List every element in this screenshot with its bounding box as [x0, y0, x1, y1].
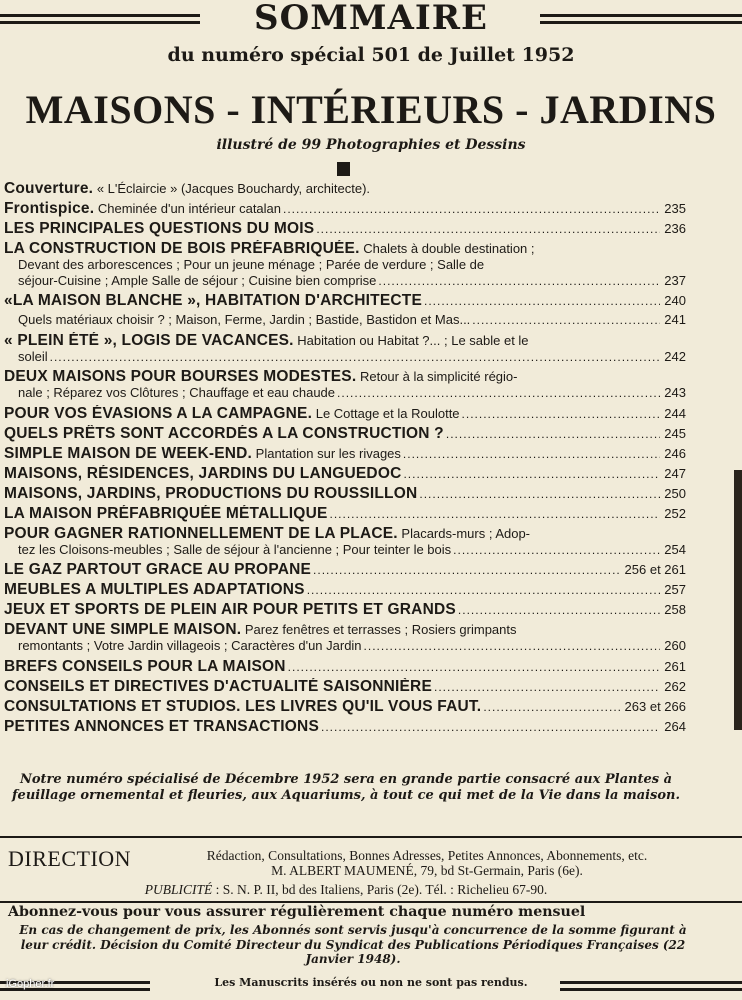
leader-dots [321, 718, 660, 735]
toc-entry [4, 200, 686, 217]
toc-page-number: 235 [664, 201, 686, 216]
toc-entry [4, 561, 686, 578]
toc-page-number: 246 [664, 445, 686, 461]
toc-page-number: 236 [664, 221, 686, 236]
toc-entry [4, 445, 686, 462]
toc-page-number: 257 [664, 582, 686, 597]
toc-page-number: 244 [664, 405, 686, 421]
leader-dots [483, 698, 620, 715]
toc-entry-description: Retour à la simplicité régio- [356, 369, 518, 384]
toc-page-number: 243 [664, 385, 686, 400]
toc-page-number: 258 [664, 602, 686, 617]
leader-dots [316, 220, 660, 237]
leader-dots [313, 561, 621, 578]
tagline: illustré de 99 Photographies et Dessins [216, 137, 526, 153]
toc-page-number: 250 [664, 485, 686, 501]
toc-entry-title: QUELS PRÊTS SONT ACCORDÉS A LA CONSTRUCTION ? [4, 424, 444, 442]
toc-entry-description: Le Cottage et la Roulotte [312, 405, 460, 421]
toc-entry-title: LA MAISON PRÉFABRIQUÉE MÉTALLIQUE [4, 504, 328, 522]
toc-entry [4, 240, 686, 289]
toc-entry [4, 425, 686, 442]
publicite-label: PUBLICITÉ [144, 882, 213, 897]
subscribe-headline: Abonnez-vous pour vous assurer régulièrement chaque numéro mensuel [8, 904, 586, 920]
page-edge-shadow [734, 470, 742, 730]
toc-entry-title: CONSEILS ET DIRECTIVES D'ACTUALITÉ SAISONNIÈRE [4, 677, 432, 695]
direction-line-2: M. ALBERT MAUMENÉ, 79, bd St-Germain, Paris (6e). [271, 863, 583, 878]
toc-page-number: 260 [664, 638, 686, 653]
toc-entry [4, 312, 686, 329]
toc-page-number: 263 et 266 [624, 698, 686, 714]
toc-page-number: 237 [664, 272, 686, 288]
toc-page-number: 242 [664, 348, 686, 364]
toc-entry-description: Parez fenêtres et terrasses ; Rosiers grimpants [241, 622, 517, 637]
divider-middle [0, 901, 742, 903]
toc-entry-description: Chalets à double destination ; [359, 241, 535, 256]
leader-dots [403, 465, 660, 482]
toc-entry-title: Frontispice. [4, 200, 95, 217]
toc-entry-title: Couverture. [4, 180, 94, 197]
toc-entry [4, 332, 686, 366]
toc-page-number: 241 [664, 312, 686, 327]
toc-entry [4, 525, 686, 559]
table-of-contents [4, 180, 686, 735]
publicite-line [4, 882, 688, 898]
toc-entry-title: SIMPLE MAISON DE WEEK-END. [4, 444, 253, 462]
watermark: iGopher.fr [6, 978, 55, 990]
leader-dots [50, 349, 661, 366]
toc-entry [4, 678, 686, 695]
toc-page-number: 261 [664, 658, 686, 674]
publicite-text: : S. N. P. II, bd des Italiens, Paris (2e). Tél. : Richelieu 67-90. [212, 882, 548, 897]
leader-dots [434, 678, 660, 695]
leader-dots [419, 485, 660, 502]
leader-dots [403, 445, 660, 462]
toc-entry-continuation: nale ; Réparez vos Clôtures ; Chauffage et eau chaude [18, 385, 336, 400]
toc-entry-description: « L'Éclaircie » (Jacques Bouchardy, architecte). [93, 181, 371, 196]
leader-dots [337, 385, 660, 402]
page-title: SOMMAIRE [254, 0, 488, 38]
toc-entry-title: MEUBLES A MULTIPLES ADAPTATIONS [4, 581, 305, 598]
issue-subtitle: du numéro spécial 501 de Juillet 1952 [167, 44, 575, 66]
main-title: MAISONS - INTÉRIEURS - JARDINS [25, 87, 717, 132]
toc-entry-continuation: soleil [18, 348, 48, 364]
leader-dots [330, 505, 661, 522]
toc-entry [4, 405, 686, 422]
toc-entry-title: MAISONS, JARDINS, PRODUCTIONS DU ROUSSILLON [4, 484, 418, 502]
toc-page-number: 252 [664, 505, 686, 521]
leader-dots [364, 638, 661, 655]
footer-row [0, 973, 742, 1000]
toc-entry-continuation: séjour-Cuisine ; Ample Salle de séjour ; Cuisine bien comprise [18, 272, 377, 288]
toc-entry [4, 601, 686, 618]
leader-dots [288, 658, 661, 675]
toc-entry [4, 698, 686, 715]
toc-entry-description: Placards-murs ; Adop- [397, 525, 531, 541]
toc-entry [4, 368, 686, 402]
toc-page-number: 256 et 261 [624, 562, 686, 577]
direction-label: DIRECTION [8, 846, 132, 871]
leader-dots [453, 542, 660, 559]
toc-entry-continuation: remontants ; Votre Jardin villageois ; Caractères d'un Jardin [18, 638, 362, 653]
leader-dots [424, 292, 660, 309]
leader-dots [307, 581, 661, 598]
divider-top [0, 836, 742, 838]
toc-entry [4, 505, 686, 522]
toc-page-number: 247 [664, 465, 686, 481]
direction-details [160, 848, 694, 878]
toc-page-number: 254 [664, 541, 686, 557]
leader-dots [446, 425, 660, 442]
toc-entry-title: CONSULTATIONS ET STUDIOS. LES LIVRES QU'IL VOUS FAUT. [4, 697, 482, 715]
toc-entry-continuation: tez les Cloisons-meubles ; Salle de séjour à l'ancienne ; Pour teinter le bois [18, 541, 452, 557]
direction-line-1: Rédaction, Consultations, Bonnes Adresses, Petites Annonces, Abonnements, etc. [206, 848, 648, 863]
toc-entry [4, 180, 686, 197]
toc-page-number: 262 [664, 678, 686, 694]
toc-entry [4, 621, 686, 655]
toc-entry-description: Plantation sur les rivages [252, 445, 401, 461]
leader-dots [378, 273, 660, 290]
toc-entry-title: MAISONS, RÉSIDENCES, JARDINS DU LANGUEDOC [4, 464, 402, 482]
toc-entry-title: BREFS CONSEILS POUR LA MAISON [4, 657, 286, 675]
leader-dots [283, 200, 660, 217]
toc-entry-description: Cheminée d'un intérieur catalan [94, 201, 282, 216]
toc-entry-title: «LA MAISON BLANCHE », HABITATION D'ARCHITECTE [4, 292, 422, 309]
leader-dots [472, 312, 660, 329]
toc-entry [4, 485, 686, 502]
toc-entry-title: « PLEIN ÉTÉ », LOGIS DE VACANCES. [4, 331, 294, 349]
toc-entry-title: LA CONSTRUCTION DE BOIS PRÉFABRIQUÉE. [4, 240, 360, 257]
price-change-notice: En cas de changement de prix, les Abonnés sont servis jusqu'à concurrence de la somme figurant à leur crédit. Décision du Comité Directeur du Syndicat des Publications Périodiques Françaises (22 Janvier 1948). [19, 923, 687, 966]
separator-square [337, 162, 350, 176]
leader-dots [458, 601, 660, 618]
toc-page-number: 240 [664, 293, 686, 308]
toc-entry [4, 465, 686, 482]
toc-entry [4, 658, 686, 675]
toc-entry-title: PETITES ANNONCES ET TRANSACTIONS [4, 717, 319, 735]
manuscripts-notice: Les Manuscrits insérés ou non ne sont pas rendus. [214, 976, 528, 989]
title-row [0, 0, 742, 44]
toc-entry-description: Quels matériaux choisir ? ; Maison, Ferme, Jardin ; Bastide, Bastidon et Mas... [18, 312, 471, 327]
toc-entry-continuation: Devant des arborescences ; Pour un jeune ménage ; Parée de verdure ; Salle de [18, 257, 485, 272]
toc-page-number: 245 [664, 425, 686, 441]
toc-entry-title: DEVANT UNE SIMPLE MAISON. [4, 621, 242, 638]
toc-entry [4, 220, 686, 237]
upcoming-issue-note: Notre numéro spécialisé de Décembre 1952 sera en grande partie consacré aux Plantes à feuillage ornemental et fleuries, aux Aquariums, à tout ce qui met de la Vie dans la maison. [11, 772, 681, 803]
toc-page-number: 264 [664, 718, 686, 734]
toc-entry-description: Habitation ou Habitat ?... ; Le sable et le [293, 332, 529, 348]
toc-entry-title: LE GAZ PARTOUT GRACE AU PROPANE [4, 561, 312, 578]
toc-entry [4, 718, 686, 735]
toc-entry-title: DEUX MAISONS POUR BOURSES MODESTES. [4, 368, 357, 385]
toc-entry-title: POUR GAGNER RATIONNELLEMENT DE LA PLACE. [4, 524, 398, 542]
toc-entry [4, 581, 686, 598]
toc-entry-title: LES PRINCIPALES QUESTIONS DU MOIS [4, 220, 315, 237]
leader-dots [462, 405, 661, 422]
toc-entry-title: JEUX ET SPORTS DE PLEIN AIR POUR PETITS ET GRANDS [4, 601, 456, 618]
toc-entry [4, 292, 686, 309]
toc-entry-title: POUR VOS ÉVASIONS A LA CAMPAGNE. [4, 404, 313, 422]
